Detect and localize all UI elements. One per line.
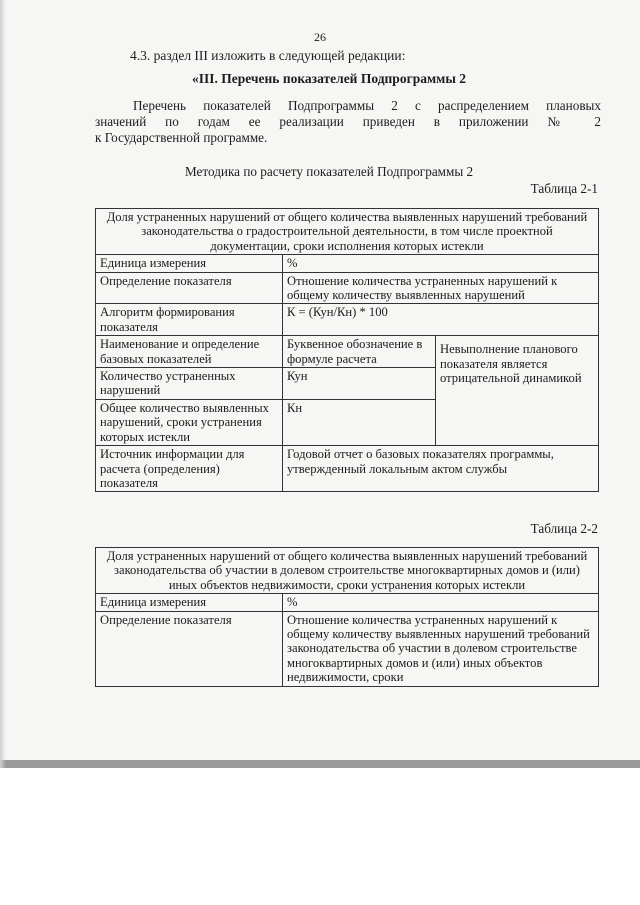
table-row <box>96 304 599 336</box>
paragraph-line-1: Перечень показателей Подпрограммы 2 с распределением плановых <box>133 98 601 113</box>
methodology-title: Методика по расчету показателей Подпрограммы 2 <box>185 164 474 179</box>
table1-algorithm-label: Алгоритм формирования показателя <box>96 304 283 336</box>
table1-unit-label: Единица измерения <box>96 255 283 272</box>
table1-dynamics-note: Невыполнение планового показателя является отрицательной динамикой <box>436 336 599 446</box>
table1-row2-label: Общее количество выявленных нарушений, сроки устранения которых истекли <box>96 399 283 445</box>
section-heading: «III. Перечень показателей Подпрограммы 2 <box>192 71 467 86</box>
paragraph-line-2: значений по годам ее реализации приведен в приложении № 2 <box>95 114 601 129</box>
table2-title: Доля устраненных нарушений от общего количества выявленных нарушений требований законодательства об участии в долевом строительстве многоквартирных домов и (или) иных объектов недвижимости, сроки устранения которых истекли <box>96 548 599 594</box>
section-line: 4.3. раздел III изложить в следующей редакции: <box>130 48 406 63</box>
table1-symbol-header: Буквенное обозначение в формуле расчета <box>283 336 436 368</box>
table2-unit-label: Единица измерения <box>96 594 283 611</box>
indicator-table-2-2 <box>95 547 599 687</box>
table1-algorithm-value: К = (Кун/Кн) * 100 <box>283 304 599 336</box>
table1-row1-label: Количество устраненных нарушений <box>96 368 283 400</box>
table1-definition-label: Определение показателя <box>96 272 283 304</box>
table1-unit-value: % <box>283 255 599 272</box>
page-number: 26 <box>314 30 326 44</box>
table1-source-label: Источник информации для расчета (определения) показателя <box>96 446 283 492</box>
table-row <box>96 272 599 304</box>
table1-definition-value: Отношение количества устраненных нарушений к общему количеству выявленных нарушений <box>283 272 599 304</box>
table1-source-value: Годовой отчет о базовых показателях программы, утвержденный локальным актом службы <box>283 446 599 492</box>
table1-title: Доля устраненных нарушений от общего количества выявленных нарушений требований законодательства о градостроительной деятельности, в том числе проектной документации, сроки исполнения которых истекли <box>96 209 599 255</box>
table2-unit-value: % <box>283 594 599 611</box>
table2-label: Таблица 2-2 <box>530 521 598 536</box>
table-row <box>96 209 599 255</box>
left-scan-edge <box>0 0 6 768</box>
table1-row1-symbol: Кун <box>283 368 436 400</box>
table2-definition-value: Отношение количества устраненных нарушений к общему количеству выявленных нарушений требований законодательства об участии в долевом строительстве многоквартирных домов и (или) иных объектов недвижимости, сроки <box>283 611 599 686</box>
table-row <box>96 336 599 368</box>
table-row <box>96 446 599 492</box>
table1-row2-symbol: Кн <box>283 399 436 445</box>
table2-definition-label: Определение показателя <box>96 611 283 686</box>
paragraph-line-3: к Государственной программе. <box>95 130 268 145</box>
table-row <box>96 255 599 272</box>
table1-label: Таблица 2-1 <box>530 181 598 196</box>
intro-paragraph <box>95 98 601 146</box>
table-row <box>96 548 599 594</box>
table-row <box>96 611 599 686</box>
table-row <box>96 594 599 611</box>
table1-base-label: Наименование и определение базовых показателей <box>96 336 283 368</box>
indicator-table-2-1 <box>95 208 599 492</box>
